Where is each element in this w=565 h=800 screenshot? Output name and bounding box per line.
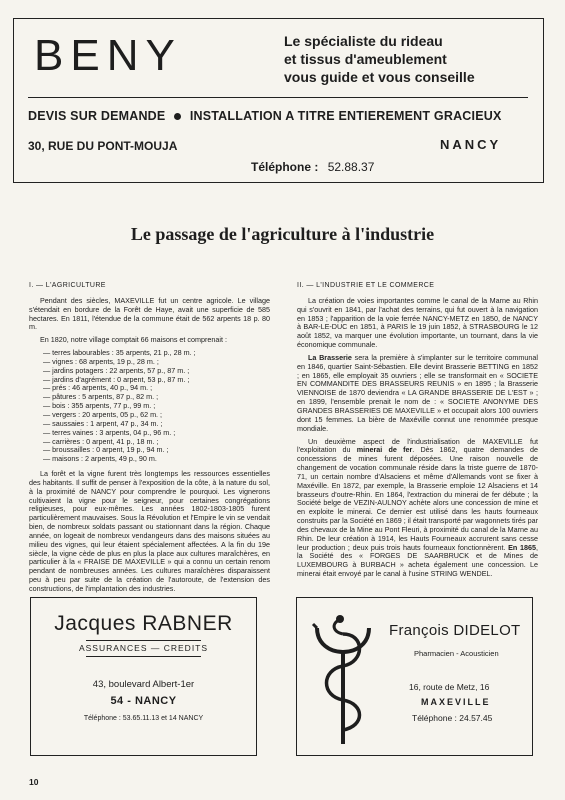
list-item: — bois : 355 arpents, 77 p., 99 m. ; [43,401,156,411]
rabner-name: Jacques RABNER [54,612,233,635]
list-item: — terres labourables : 35 arpents, 21 p., 28 m. ; [43,348,196,358]
rabner-subtitle: ASSURANCES — CREDITS [78,643,209,653]
rabner-city: 54 - NANCY [110,695,177,707]
section-heading-industry: II. — L'INDUSTRIE ET LE COMMERCE [297,282,435,289]
page-number: 10 [29,777,39,787]
rabner-underline [86,640,201,641]
didelot-advertisement [296,597,533,756]
paragraph-text: sera la première à s'implanter sur le territoire communal en 1846, quartier Saint-Sébastien. Elle devint Brasserie BETTING en 1852 ; en 1865, elle employait 35 ouvriers ; elle se transformait en « SOCIETE EN COMMANDITE DES BRASSEURS REUNIS » en 1895 ; la Brasserie VIENNOISE de 1870 deviendra « LA GRANDE BRASSERIE DE L'EST » ; en 1899, l'ensemble prenait le nom de : « SOCIETE ANONYME DES GRANDES BRASSERIES DE MAXEVILLE » et occupait alors 100 ouvriers dont 15 femmes. La bière de Maxéville connut une renommée presque mondiale. [297,352,538,433]
beny-tagline-2: et tissus d'ameublement [284,51,447,67]
caduceus-icon [303,604,383,749]
bold-term: minerai de fer [356,445,413,455]
bold-lead: La Brasserie [308,352,352,362]
didelot-phone: Téléphone : 24.57.45 [412,713,493,723]
beny-advertisement [13,18,544,183]
list-item: — carrières : 0 arpent, 41 p., 18 m. ; [43,436,159,446]
beny-quote-text: DEVIS SUR DEMANDE [28,109,166,123]
beny-tagline-3: vous guide et vous conseille [284,69,475,85]
rabner-underline [86,656,201,657]
beny-installation-text: INSTALLATION A TITRE ENTIEREMENT GRACIEUX [189,109,502,123]
paragraph [297,438,538,580]
beny-services-line [28,109,502,123]
list-item: — vignes : 68 arpents, 19 p., 28 m. ; [43,356,159,366]
right-column [297,282,538,583]
paragraph: En 1820, notre village comptait 66 maisons et comprenait : [40,335,227,345]
didelot-city: MAXEVILLE [421,697,491,707]
bullet-icon [174,113,181,120]
list-item: — maisons : 2 arpents, 49 p., 90 m. [43,454,157,464]
beny-phone [251,160,374,174]
didelot-address: 16, route de Metz, 16 [409,682,490,692]
paragraph-text: , la Société des « FORGES DE SAARBRUCK et de Mines de LUXEMBOURG à BURBACH » acheta également une concession. Le minerai était envoyé par le canal à l'usine STRING WENDEL. [297,542,538,579]
paragraph: La forêt et la vigne furent très longtemps les ressources essentielles des habitants. Il suffit de penser à l'exposition de la côte, à la nature du sol, à la proximité de NANCY pour comprendre le pourquoi. Les vignerons cultivaient la vigne pour le seigneur, pour certaines congrégations religieuses, pour eux-mêmes. Les années 1802-1803-1805 furent particulièrement mauvaises. Sous la Révolution et l'Empire le vin se vendait bien, de nombreux soldats passant ou stationnant dans la région. Chaque année, on logeait de nombreux vendangeurs dans des maisons situées au milieu des vignes, qui leur étaient spécialement affectées. A la fin du 19e siècle, la vigne cède de plus en plus la place aux cultures maraîchères, en particulier à la « FRAISE DE MAXEVILLE » qui a connu un certain renom pendant de nombreuses années. Les cultures maraîchères disparaissent peu à peu par suite de la création de l'autoroute, de l'extension des constructions, de l'implantation des industries. [29,469,270,593]
rabner-advertisement [30,597,257,756]
beny-tagline-1: Le spécialiste du rideau [284,33,443,49]
list-item: — terres vaines : 3 arpents, 04 p., 96 m. ; [43,427,176,437]
list-item: — broussailles : 0 arpent, 19 p., 94 m. ; [43,445,169,455]
rabner-address: 43, boulevard Albert-1er [92,679,195,690]
paragraph: La création de voies importantes comme le canal de la Marne au Rhin qui s'ouvrit en 1841, par l'achat des terrains, qui fut ouvert à la navigation en 1853 ; l'apparition de la voie ferrée NANCY-METZ en 1850, de NANCY à BAR-LE-DUC en 1851, à PARIS le 19 juin 1852, à STRASBOURG le 12 août 1852, va marquer une évolution importante, un tournant, dans la vie économique communale. [297,295,538,350]
section-heading-agriculture: I. — L'AGRICULTURE [29,282,106,289]
bold-term: En 1865 [508,542,536,552]
beny-logo: BENY [34,31,182,80]
list-item: — jardins potagers : 22 arpents, 57 p., 87 m. ; [43,365,190,375]
land-use-list [29,349,270,464]
article-title: Le passage de l'agriculture à l'industrie [130,224,435,244]
beny-address: 30, RUE DU PONT-MOUJA [28,139,178,153]
list-item: — saussaies : 1 arpent, 47 p., 34 m. ; [43,418,163,428]
left-column [29,282,270,598]
beny-divider [28,97,528,98]
didelot-subtitle: Pharmacien - Acousticien [414,649,499,658]
paragraph-text: . Dès 1862, quatre demandes de concessions de mines furent déposées. Une raison nouvelle de changement de vocation communale réside dans la triste guerre de 1870-71, un certain nombre d'Alsaciens et même d'Allemands vont se fixer à Maxéville. En 1872, par exemple, la Brasserie emploie 12 Alsaciens et 14 brasseurs d'outre-Rhin. En 1864, l'extraction du minerai de fer débute ; la Société belge de VEZIN-AULNOY achète alors une concession de mine et en exploite le minerai. Ce dernier est utilisé dans les hauts fourneaux construits par la Société en 1869 ; il était transporté par wagonnets tirés par des chevaux de la Mine au Pont Fleuri, à proximité du canal de la Marne au Rhin. De leur création à 1914, les Hauts Fourneaux accrurent sans cesse leur production ; deux puis trois hauts fourneaux fonctionnèrent. [297,445,538,552]
list-item: — vergers : 20 arpents, 05 p., 62 m. ; [43,409,163,419]
paragraph-text: Un deuxième aspect de l'industrialisation de MAXEVILLE fut l'exploitation du [297,436,538,455]
list-item: — pâtures : 5 arpents, 87 p., 82 m. ; [43,392,159,402]
rabner-phone: Téléphone : 53.65.11.13 et 14 NANCY [83,715,204,722]
beny-city: NANCY [440,137,502,152]
beny-phone-number: 52.88.37 [327,160,375,174]
paragraph [297,354,538,434]
list-item: — prés : 46 arpents, 40 p., 94 m. ; [43,383,153,393]
list-item: — jardins d'agrément : 0 arpent, 53 p., 87 m. ; [43,374,190,384]
beny-phone-label: Téléphone : [251,160,319,174]
didelot-name: François DIDELOT [389,622,521,639]
paragraph: Pendant des siècles, MAXEVILLE fut un centre agricole. Le village s'étendait en bordure de la Forêt de Haye, avait une superficie de 585 hectares. En 1811, l'étendue de la commune était de 562 arpents 18 p. 80 m. [29,295,270,332]
